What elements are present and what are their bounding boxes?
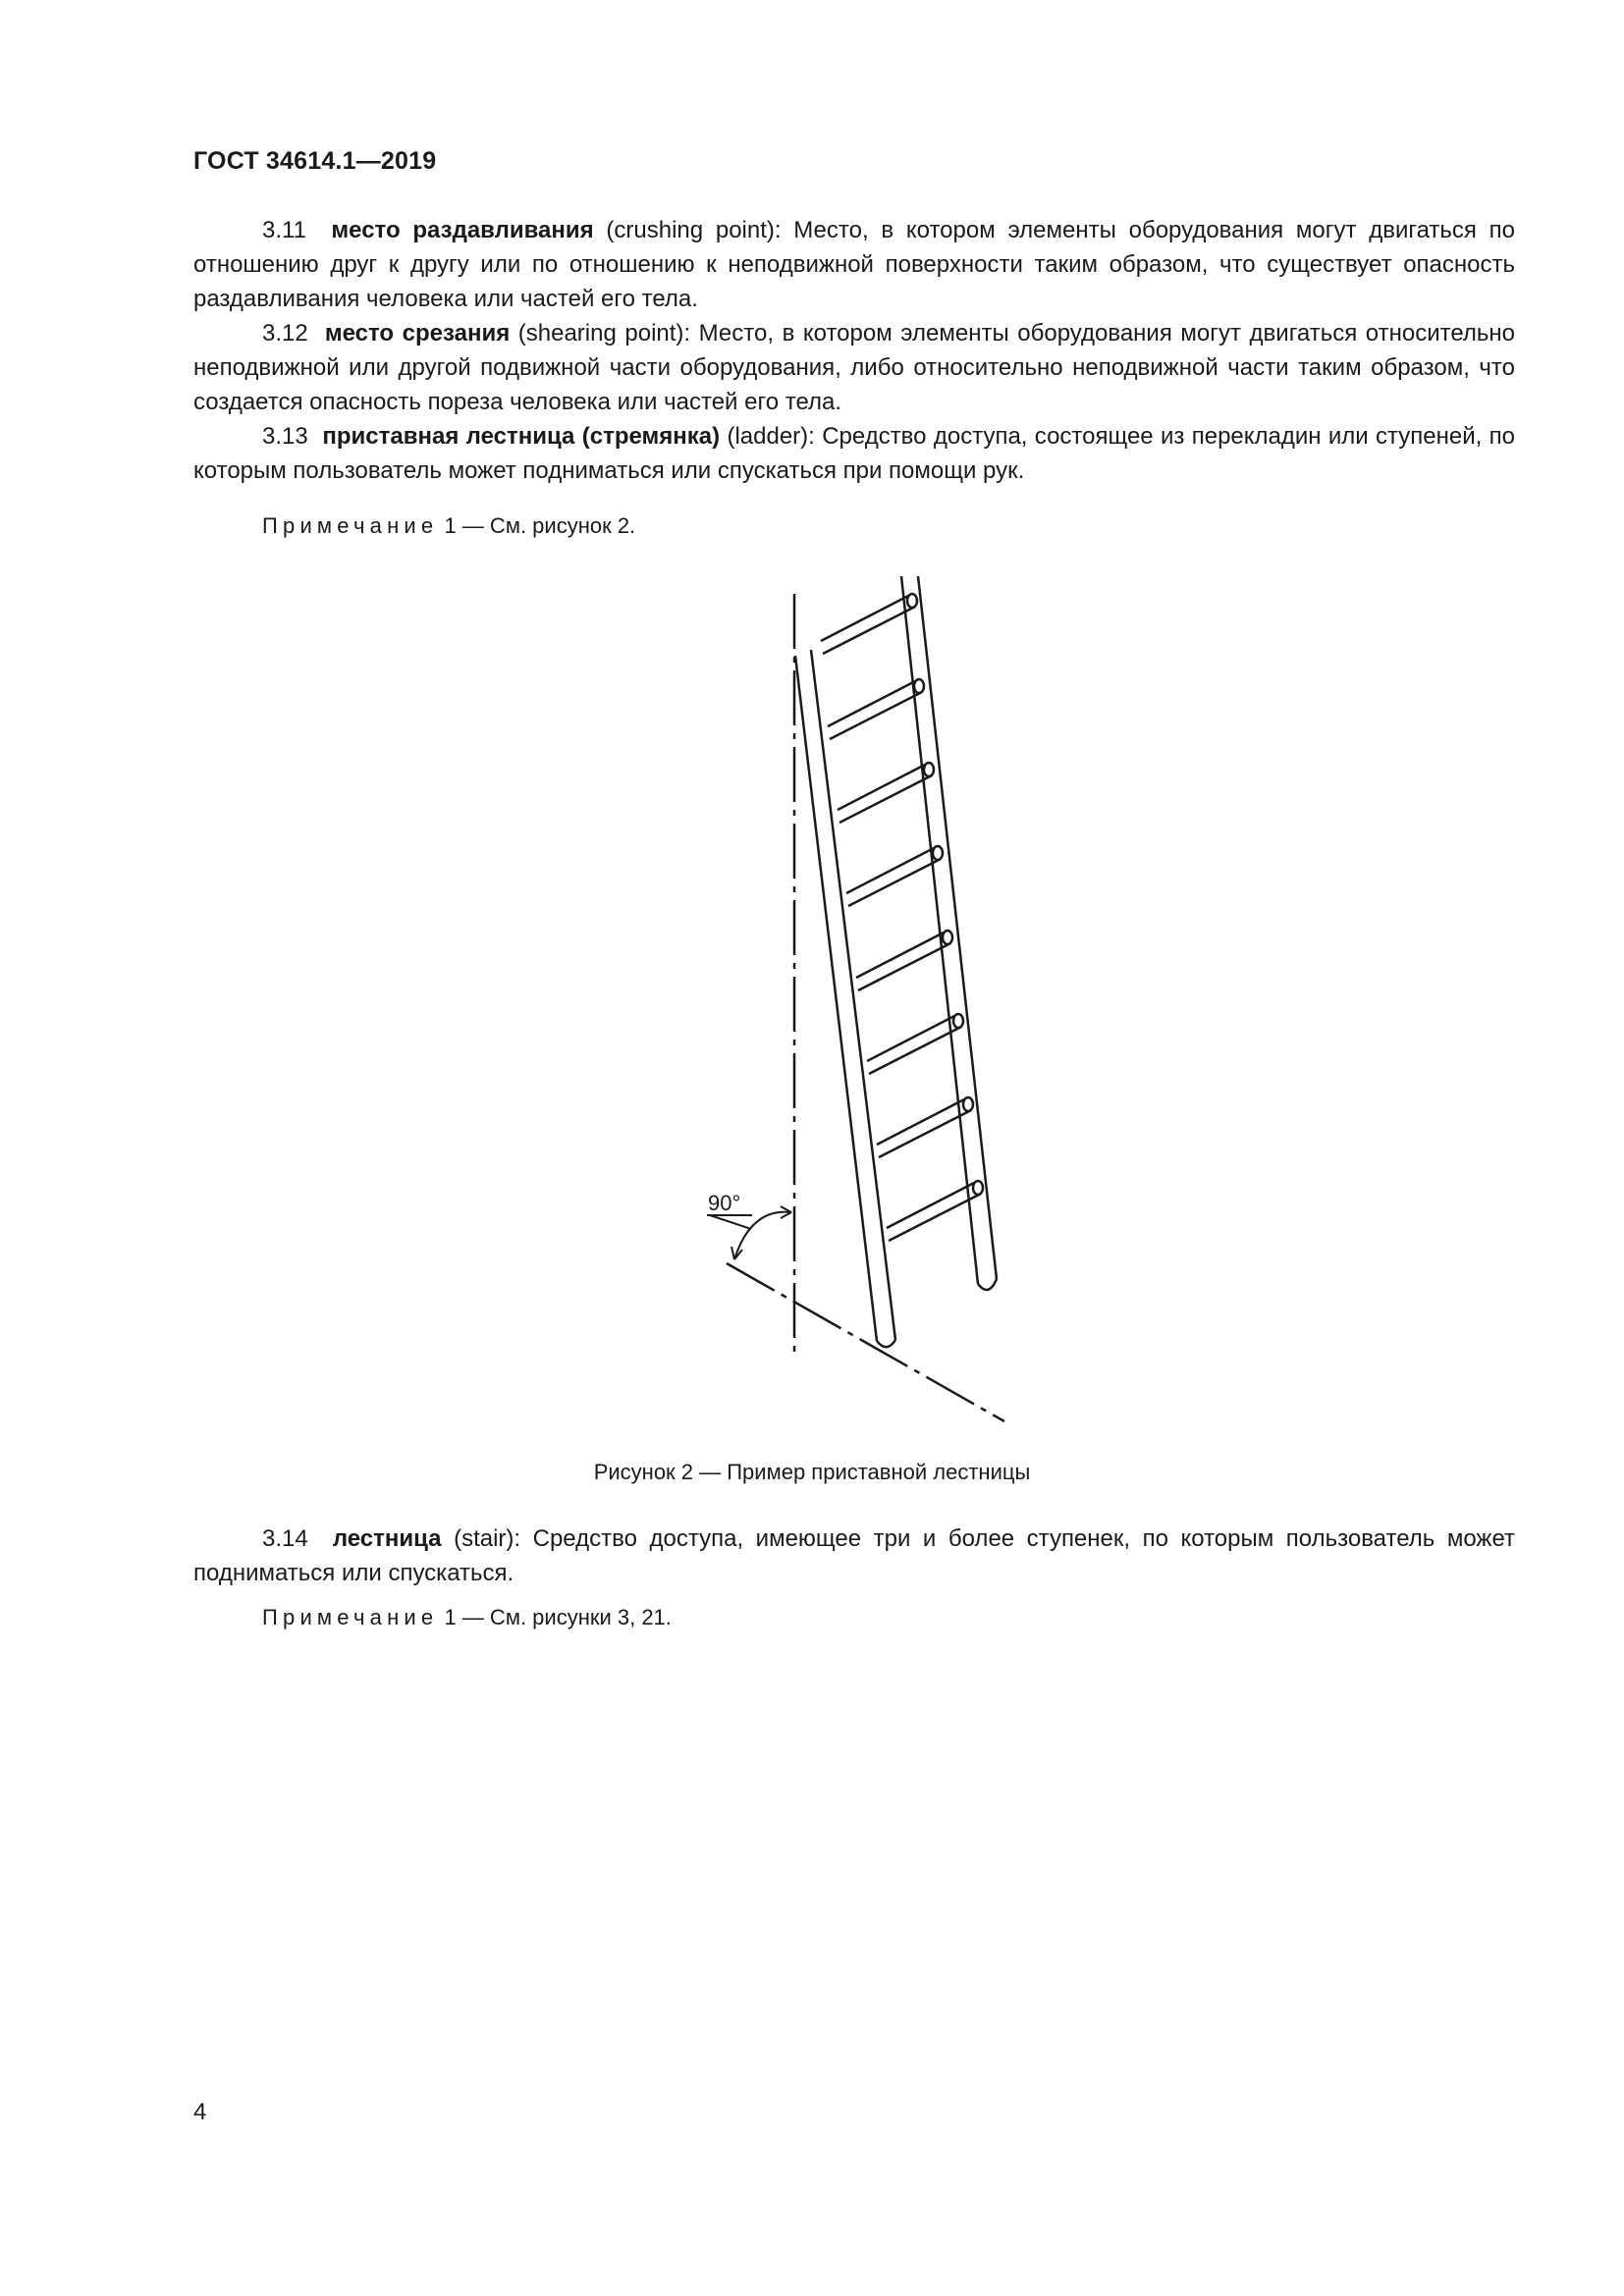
term-english: (crushing point): — [606, 217, 782, 243]
term-name: приставная лестница (стремянка) — [322, 423, 721, 450]
term-english: (ladder): — [727, 423, 815, 450]
term-definition: Средство доступа, состоящее из перекладин или ступеней, по которым пользователь может подниматься или спускаться при помощи рук. — [193, 423, 1516, 484]
ladder-left-stile — [795, 650, 895, 1347]
term-3-11 — [193, 213, 1515, 316]
term-name: лестница — [332, 1525, 442, 1552]
figure-caption: Рисунок 2 — Пример приставной лестницы — [593, 1460, 1031, 1484]
ladder-rung — [838, 763, 934, 823]
term-name: место срезания — [324, 320, 511, 347]
term-definition: Место, в котором элементы оборудования могут двигаться по отношению друг к другу или по отношению к неподвижной поверхности таким образом, что существует опасность раздавливания человека или частей его тела. — [193, 217, 1515, 312]
page-number: 4 — [193, 2099, 207, 2125]
term-3-12 — [193, 316, 1515, 419]
ground-reference-line — [727, 1263, 1004, 1421]
term-3-14 — [193, 1522, 1515, 1590]
term-english: (stair): — [454, 1525, 521, 1552]
term-number: 3.11 — [262, 217, 306, 243]
ladder-rung — [846, 846, 943, 906]
ladder-rung — [821, 594, 917, 654]
ladder-rung — [828, 679, 924, 739]
note-text: 1 — См. рисунки 3, 21. — [444, 1605, 672, 1629]
note-label: Примечание — [262, 513, 439, 538]
term-english: (shearing point): — [517, 320, 691, 347]
ladder-rungs — [821, 594, 983, 1241]
term-definition: Средство доступа, имеющее три и более ступенек, по которым пользователь может подниматься или спускаться. — [193, 1525, 1515, 1586]
term-number: 3.13 — [262, 423, 308, 450]
term-number: 3.12 — [262, 320, 308, 347]
ladder-rung — [856, 931, 952, 990]
document-code: ГОСТ 34614.1—2019 — [193, 147, 437, 175]
term-3-13 — [193, 419, 1515, 488]
note-label: Примечание — [262, 1605, 439, 1629]
term-definition: Место, в котором элементы оборудования могут двигаться относительно неподвижной или другой подвижной части оборудования, либо относительно неподвижной части таким образом, что создается опасность пореза человека или частей его тела. — [193, 320, 1515, 415]
term-number: 3.14 — [262, 1525, 308, 1552]
angle-label: 90° — [708, 1191, 741, 1215]
note-figures-3-21 — [262, 1603, 672, 1632]
note-figure-2 — [262, 511, 635, 541]
ladder-figure — [0, 560, 1624, 1443]
note-text: 1 — См. рисунок 2. — [444, 513, 636, 538]
term-name: место раздавливания — [331, 217, 594, 243]
